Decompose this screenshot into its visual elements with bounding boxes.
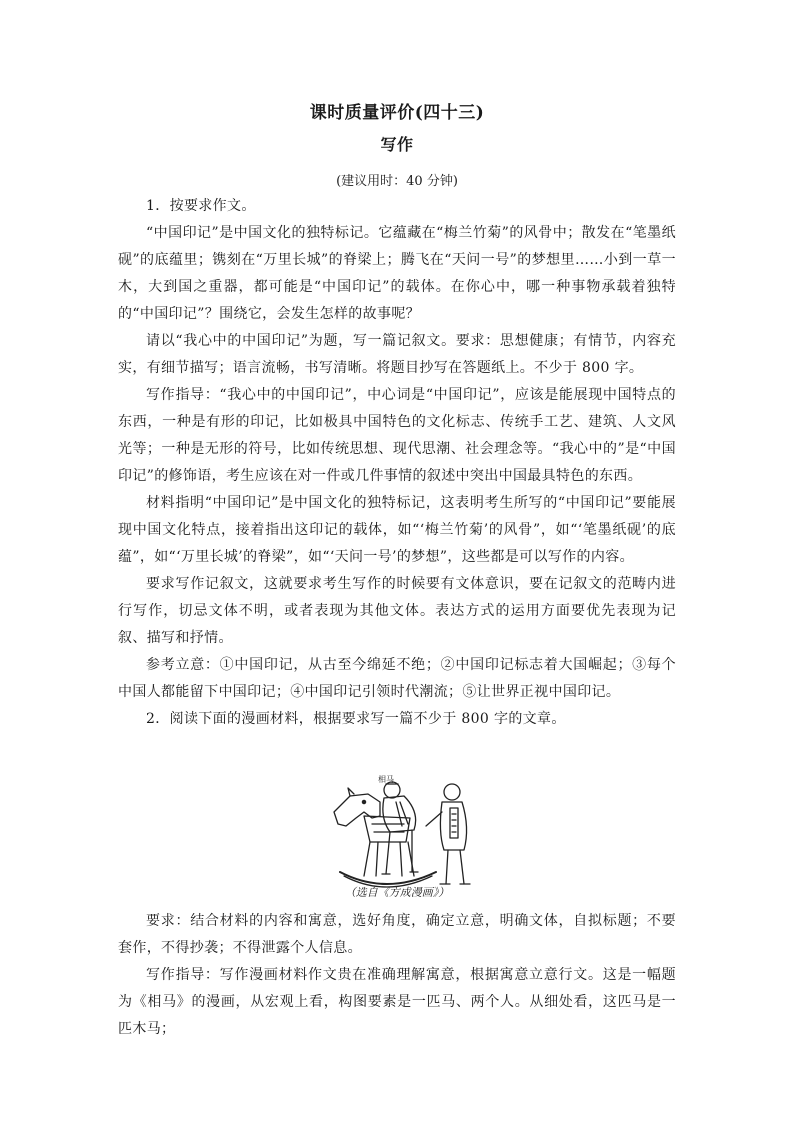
cartoon-caption: （选自《方成漫画》） [344,886,450,899]
question-1-reference: 参考立意：①中国印记，从古至今绵延不绝；②中国印记标志着大国崛起；③每个中国人都能留下中国印记；④中国印记引领时代潮流；⑤让世界正视中国印记。 [118,657,676,700]
question-1-guide-3: 要求写作记叙文，这就要求考生写作的时候要有文体意识，要在记叙文的范畴内进行写作，切忌文体不明，或者表现为其他文体。表达方式的运用方面要优先表现为记叙、描写和抒情。 [118,576,676,646]
time-note: (建议用时：40 分钟) [336,174,458,189]
question-1-block [118,193,676,733]
question-2-requirement: 要求：结合材料的内容和寓意，选好角度，确定立意，明确文体，自拟标题；不要套作，不得抄袭；不得泄露个人信息。 [118,913,676,956]
question-1-requirement: 请以“我心中的中国印记”为题，写一篇记叙文。要求：思想健康；有情节，内容充实，有细节描写；语言流畅，书写清晰。将题目抄写在答题纸上。不少于 800 字。 [118,333,676,376]
question-2-heading: 2．阅读下面的漫画材料，根据要求写一篇不少于 800 字的文章。 [146,711,566,727]
question-2-guide: 写作指导：写作漫画材料作文贵在准确理解寓意，根据寓意立意行文。这是一幅题为《相马》的漫画，从宏观上看，构图要素是一匹马、两个人。从细处看，这匹马是一匹木马； [118,967,676,1037]
section-title: 写作 [380,135,414,154]
question-1-guide-1: 写作指导：“我心中的中国印记”，中心词是“中国印记”，应该是能展现中国特点的东西，一种是有形的印记，比如极具中国特色的文化标志、传统手工艺、建筑、人文风光等；一种是无形的符号，比如传统思想、现代思潮、社会理念等。“我心中的”是“中国印记”的修饰语，考生应该在对一件或几件事情的叙述中突出中国最具特色的东西。 [118,387,676,484]
page-title: 课时质量评价(四十三) [309,103,485,123]
question-2-block [118,908,676,1043]
question-1-guide-2: 材料指明“中国印记”是中国文化的独特标记，这表明考生所写的“中国印记”要能展现中国文化特点，接着指出这印记的载体，如“‘梅兰竹菊’的风骨”，如“‘笔墨纸砚’的底蕴”，如“‘万里长城’的脊梁”，如“‘天问一号’的梦想”，这些都是可以写作的内容。 [118,495,676,565]
question-1-material: “中国印记”是中国文化的独特标记。它蕴藏在“梅兰竹菊”的风骨中；散发在“笔墨纸砚”的底蕴里；镌刻在“万里长城”的脊梁上；腾飞在“天问一号”的梦想里……小到一草一木，大到国之重器，都可能是“中国印记”的载体。在你心中，哪一种事物承载着独特的“中国印记”？围绕它，会发生怎样的故事呢？ [118,225,676,322]
question-1-heading: 1．按要求作文。 [146,198,256,214]
cartoon-signature: 相马 [378,775,394,784]
